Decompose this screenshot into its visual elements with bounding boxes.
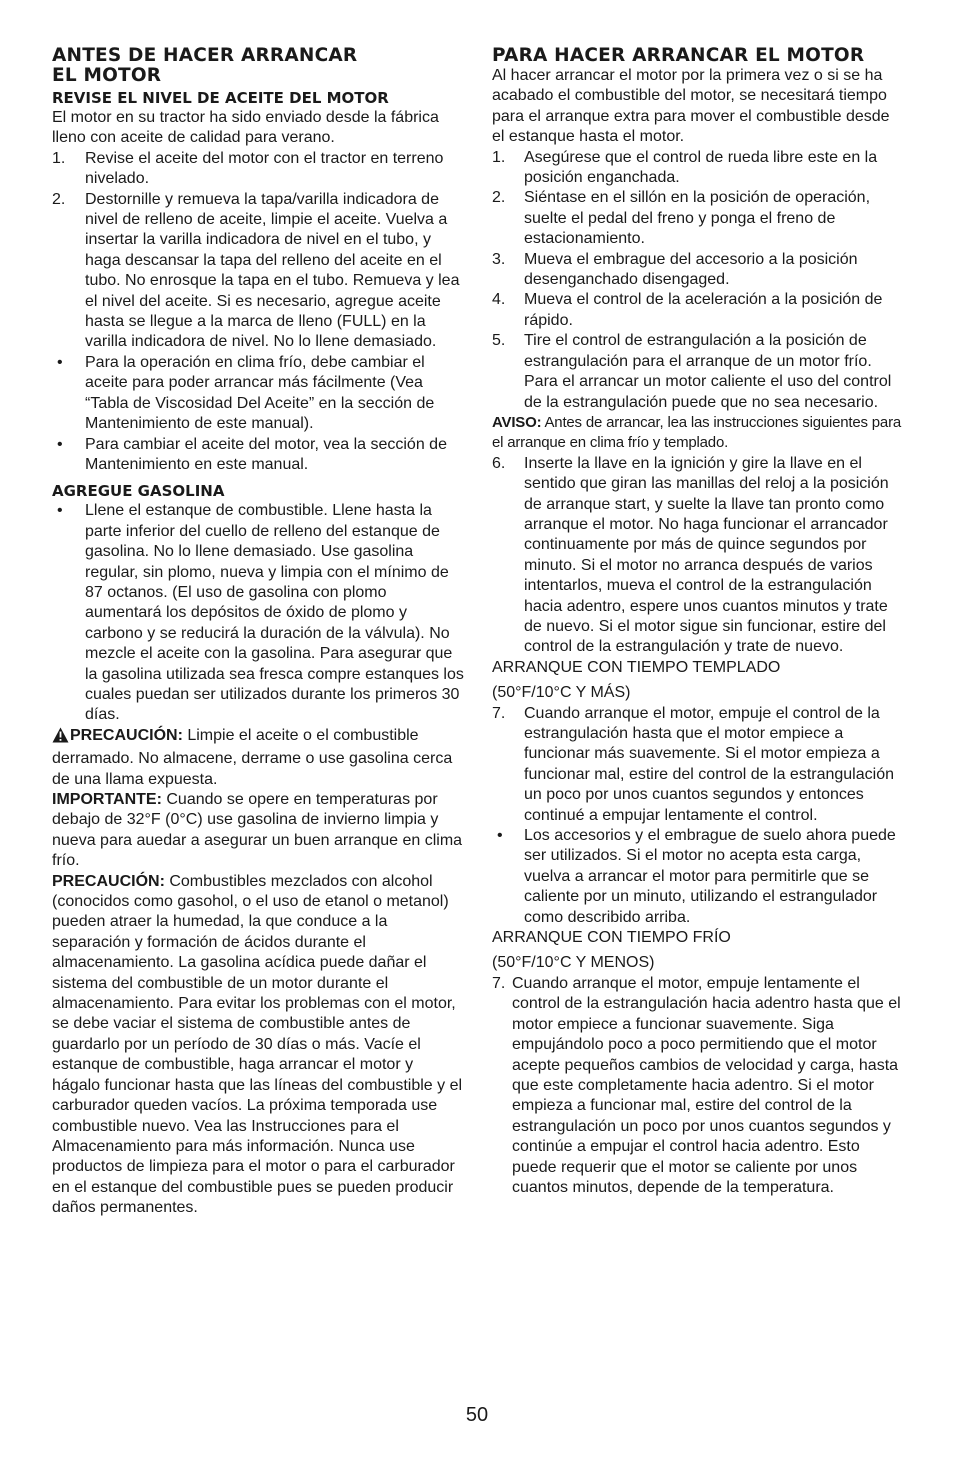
right-column (492, 46, 904, 1198)
oil-step-2 (52, 190, 464, 353)
bullet-text: Los accesorios y el embrague de suelo ahora puede ser utilizados. Si el motor no acepta esta carga, vuelva a arrancar el motor para permitirle que se caliente por un minuto, utilizando el estrangulador como describido arriba. (524, 827, 896, 926)
warm-step-7 (492, 704, 904, 826)
bullet-mark: • (57, 435, 63, 453)
step-number: 6. (492, 454, 506, 472)
oil-bullet-change (52, 435, 464, 476)
bullet-text: Llene el estanque de combustible. Llene hasta la parte inferior del cuello de relleno del estanque de gasolina. No lo llene demasiado. Use gasolina regular, sin plomo, nueva y limpia con el mínimo de 87 octanos. (El uso de gasolina con plomo aumentará los depósitos de óxido de plomo y carbono y se reducirá la duración de la válvula). No mezcle el aceite con la gasolina. Para asegurar que la gasolina utilizada sea fresca compre estanques los cuales puedan ser utilizados durante los primeros 30 días. (85, 502, 464, 724)
cold-weather-range: (50°F/10°C Y MENOS) (492, 954, 655, 972)
step-number: 1. (492, 148, 506, 166)
bullet-text: Para la operación en clima frío, debe cambiar el aceite para poder arrancar más fácilmente (Vea “Tabla de Viscosidad Del Aceite” en la sección de Mantenimiento de este manual). (85, 353, 435, 433)
bullet-text: Para cambiar el aceite del motor, vea la sección de Mantenimiento en este manual. (85, 435, 447, 473)
step-text: Tire el control de estrangulación a la posición de estrangulación para el arranque de un motor frío. Para el arrancar un motor caliente el uso del control de la estrangulación puede que no sea necesario. (524, 332, 892, 411)
notice (492, 413, 904, 454)
oil-intro: El motor en su tractor ha sido enviado desde la fábrica lleno con aceite de calidad para verano. (52, 109, 439, 147)
bullet-mark: • (497, 827, 503, 845)
fuel-heading: AGREGUE GASOLINA (52, 482, 225, 501)
step-text: Cuando arranque el motor, empuje lentamente el control de la estrangulación hacia adentro hasta que el motor empiece a funcionar suavemente. Siga empujándolo poco a poco permitiendo que el motor acepte pequeños cambios de velocidad y carga, hasta que este completamente hacia adentro. Si el motor empieza a funcionar mal, estire del control de la estrangulación un poco por unos cuantos segundos y continúe a empujar el control hacia adentro. Esto puede requerir que el motor se caliente por unos cuantos minutos, depende de la temperatura. (512, 974, 901, 1196)
step-number: 7. (492, 704, 506, 722)
start-step-2 (492, 188, 904, 249)
cold-weather-heading: ARRANQUE CON TIEMPO FRÍO (492, 929, 731, 947)
step-number: 4. (492, 291, 506, 309)
step-number: 2. (492, 189, 506, 207)
start-step-5 (492, 331, 904, 413)
cold-step-7 (492, 974, 904, 1198)
start-intro: Al hacer arrancar el motor por la primera vez o si se ha acabado el combustible del motor, se necesitará tiempo para el arranque extra para mover el combustible desde el estanque hasta el motor. (492, 67, 890, 146)
caution-spill (52, 726, 464, 790)
step-number: 5. (492, 332, 506, 350)
step-text: Revise el aceite del motor con el tractor en terreno nivelado. (85, 149, 444, 188)
caution-text: Combustibles mezclados con alcohol (conocidos como gasohol, o el uso de etanol o metanol) pueden atraer la humedad, la que conduce a la separación y formación de ácidos durante el almacenamiento. La gasolina acídica puede dañar el sistema del combustible de un motor durante el almacenamiento. Para evitar los problemas con el motor, se debe vaciar el sistema de combustible antes de guardarlo por un período de 30 días o más. Vacíe el estanque de combustible, haga arrancar el motor y hágalo funcionar hasta que las líneas del combustible y el carburador queden vacíos. La próxima temporada use combustible nuevo. Vea las Instrucciones para el Almacenamiento para más información. Nunca use productos de limpieza para el motor o para el carburador en el estanque del combustible pues se pueden producir daños permanentes. (52, 872, 463, 1217)
left-column (52, 46, 464, 1219)
warm-weather-range: (50°F/10°C Y MÁS) (492, 684, 631, 702)
important-label: IMPORTANTE: (52, 791, 162, 808)
step-text: Asegúrese que el control de rueda libre este en la posición enganchada. (524, 148, 878, 187)
notice-label: AVISO: (492, 413, 542, 431)
warning-triangle-icon (52, 727, 69, 749)
oil-bullet-cold (52, 353, 464, 435)
notice-text: Antes de arrancar, lea las instrucciones siguientes para el arranque en clima frío y templado. (492, 413, 902, 452)
step-text: Cuando arranque el motor, empuje el control de la estrangulación hasta que el motor empiece a funcionar más suavemente. Si el motor empieza a funcionar mal, estire del control de la estrangulación un poco por unos cuantos segundos y entonces continué a empujar lentamente el control. (524, 704, 894, 824)
bullet-mark: • (57, 502, 63, 520)
step-number: 1. (52, 149, 66, 167)
oil-step-1 (52, 149, 464, 190)
caution-text: Limpie el aceite o el combustible derramado. No almacene, derrame o use gasolina cerca de una llama expuesta. (52, 726, 453, 788)
fuel-bullet (52, 501, 464, 725)
step-number: 2. (52, 190, 66, 208)
step-text: Inserte la llave en la ignición y gire la llave en el sentido que giran las manillas del reloj a la posición de arranque start, y suelte la llave tan pronto como arranque el motor. No haga funcionar el arrancador continuamente por más de quince segundos por minuto. Si el motor no arranca después de varios intentarlos, mueva el control de la estrangulación hacia adentro, espere unos cuantos minutos y trate de nuevo. Si el motor sigue sin funcionar, estire del control de la estrangulación y trate de nuevo. (524, 454, 889, 656)
start-step-6 (492, 454, 904, 658)
important-text: Cuando se opere en temperaturas por debajo de 32°F (0°C) use gasolina de invierno limpia y nueva para auedar a asegurar un buen arranque en clima frío. (52, 791, 463, 870)
step-text: Mueva el control de la aceleración a la posición de rápido. (524, 291, 883, 329)
start-step-4 (492, 290, 904, 331)
step-number: 3. (492, 250, 506, 268)
caution-alcohol (52, 872, 464, 1219)
bullet-mark: • (57, 353, 63, 371)
step-text: Mueva el embrague del accesorio a la posición desenganchado disengaged. (524, 250, 858, 289)
important-note (52, 790, 464, 872)
oil-heading: REVISE EL NIVEL DE ACEITE DEL MOTOR (52, 89, 389, 107)
section-title-start-engine: PARA HACER ARRANCAR EL MOTOR (492, 45, 865, 66)
page-number: 50 (465, 1404, 489, 1426)
step-text: Destornille y remueva la tapa/varilla indicadora de nivel de relleno de aceite, limpie el aceite. Vuelva a insertar la varilla indicadora de nivel en el tubo, y haga descansar la tapa del relleno del aceite en el tubo. No enrosque la tapa en el tubo. Remueva y lea el nivel del aceite. Si es necesario, agregue aceite hasta se llegue a la marca de lleno (FULL) en la varilla indicadora de nivel. No lo llene demasiado. (85, 190, 460, 351)
start-step-1 (492, 148, 904, 189)
accessory-bullet (492, 826, 904, 928)
start-step-3 (492, 250, 904, 291)
step-text: Siéntase en el sillón en la posición de operación, suelte el pedal del freno y ponga el freno de estacionamiento. (524, 189, 871, 248)
step-number: 7. (492, 974, 506, 992)
warm-weather-heading: ARRANQUE CON TIEMPO TEMPLADO (492, 658, 781, 676)
caution-label: PRECAUCIÓN: (52, 872, 165, 890)
title-line-2: EL MOTOR (52, 65, 162, 86)
title-line-1: ANTES DE HACER ARRANCAR (52, 45, 358, 66)
caution-label: PRECAUCIÓN: (70, 726, 183, 744)
section-title-before-starting (52, 46, 464, 86)
